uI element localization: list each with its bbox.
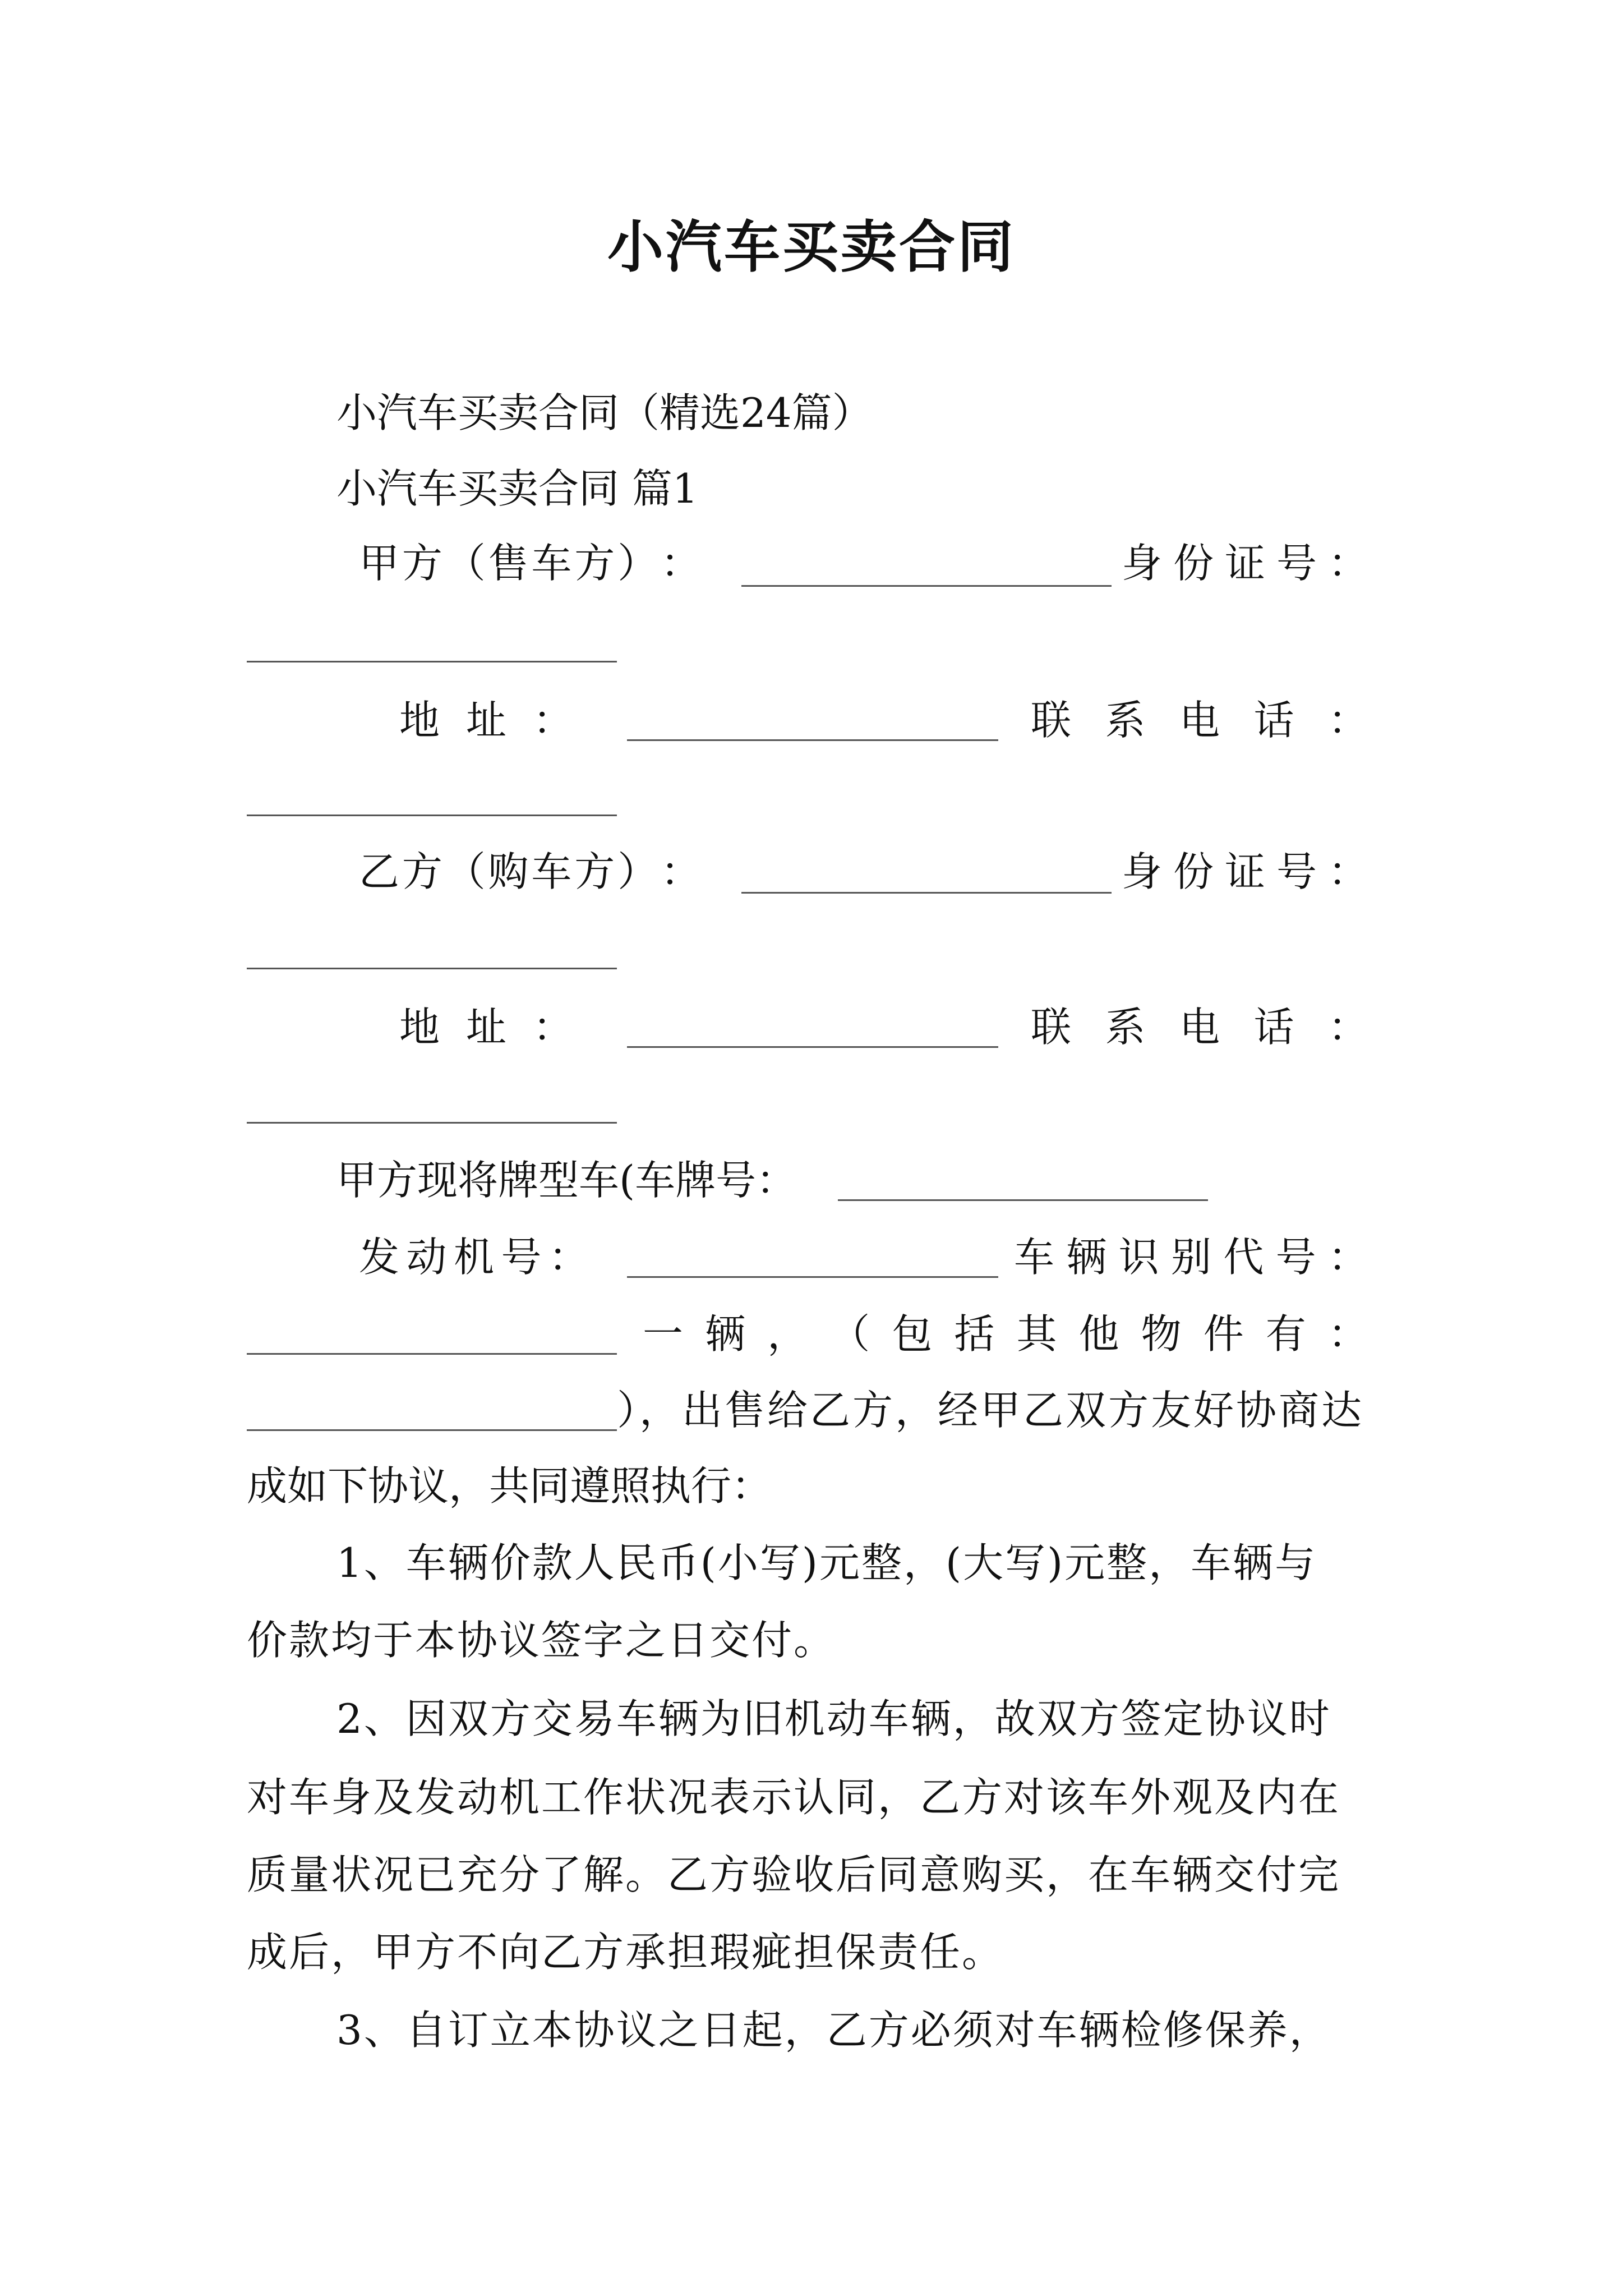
party-a-address-label: 地 址 ： (399, 697, 573, 744)
party-a-id-blank (247, 661, 617, 662)
party-a-phone-label: 联 系 电 话 ： (1031, 697, 1368, 744)
clause-2-line-2: 对车身及发动机工作状况表示认同，乙方对该车外观及内在 (247, 1774, 1341, 1821)
engine-number-blank (627, 1276, 998, 1278)
clause-2-line-1: 2、因双方交易车辆为旧机动车辆，故双方签定协议时 (336, 1695, 1331, 1742)
party-a-name-blank (741, 585, 1112, 587)
agreement-line: 成如下协议，共同遵照执行： (247, 1462, 772, 1510)
document-title: 小汽车买卖合同 (607, 214, 1016, 280)
clause-3-line-1: 3、自订立本协议之日起，乙方必须对车辆检修保养， (336, 2007, 1331, 2054)
plate-number-blank (838, 1199, 1208, 1201)
party-b-phone-blank (247, 1122, 617, 1124)
party-b-address-blank (627, 1046, 998, 1048)
plate-line: 甲方现将牌型车(车牌号： (336, 1157, 797, 1204)
other-items-blank (247, 1429, 617, 1431)
party-a-id-label: 身 份 证 号 ： (1122, 540, 1368, 587)
engine-number-label: 发 动 机 号 ： (359, 1234, 589, 1281)
clause-2-line-4: 成后，甲方不向乙方承担瑕疵担保责任。 (247, 1929, 1004, 1976)
one-vehicle-line: 一 辆 ， （ 包 括 其 他 物 件 有 ： (643, 1310, 1368, 1358)
vin-blank (247, 1353, 617, 1355)
sold-to-line: ），出售给乙方，经甲乙双方友好协商达 (617, 1387, 1364, 1434)
party-b-address-label: 地 址 ： (399, 1004, 573, 1051)
document-subtitle: 小汽车买卖合同（精选24篇） (336, 389, 873, 436)
vin-label: 车 辆 识 别 代 号 ： (1014, 1234, 1368, 1281)
party-a-address-blank (627, 739, 998, 741)
clause-2-line-3: 质量状况已充分了解。乙方验收后同意购买，在车辆交付完 (247, 1851, 1341, 1898)
section-heading: 小汽车买卖合同 篇1 (336, 465, 698, 512)
party-b-phone-label: 联 系 电 话 ： (1031, 1004, 1368, 1051)
party-a-label: 甲 方 （ 售 车 方 ） ： (359, 540, 701, 587)
party-b-name-blank (741, 892, 1112, 894)
party-a-phone-blank (247, 815, 617, 816)
party-b-id-label: 身 份 证 号 ： (1122, 848, 1368, 895)
party-b-label: 乙 方 （ 购 车 方 ） ： (359, 848, 701, 895)
clause-1-line-1: 1、车辆价款人民币(小写)元整，(大写)元整，车辆与 (336, 1539, 1317, 1586)
clause-1-line-2: 价款均于本协议签字之日交付。 (247, 1617, 836, 1664)
party-b-id-blank (247, 968, 617, 969)
